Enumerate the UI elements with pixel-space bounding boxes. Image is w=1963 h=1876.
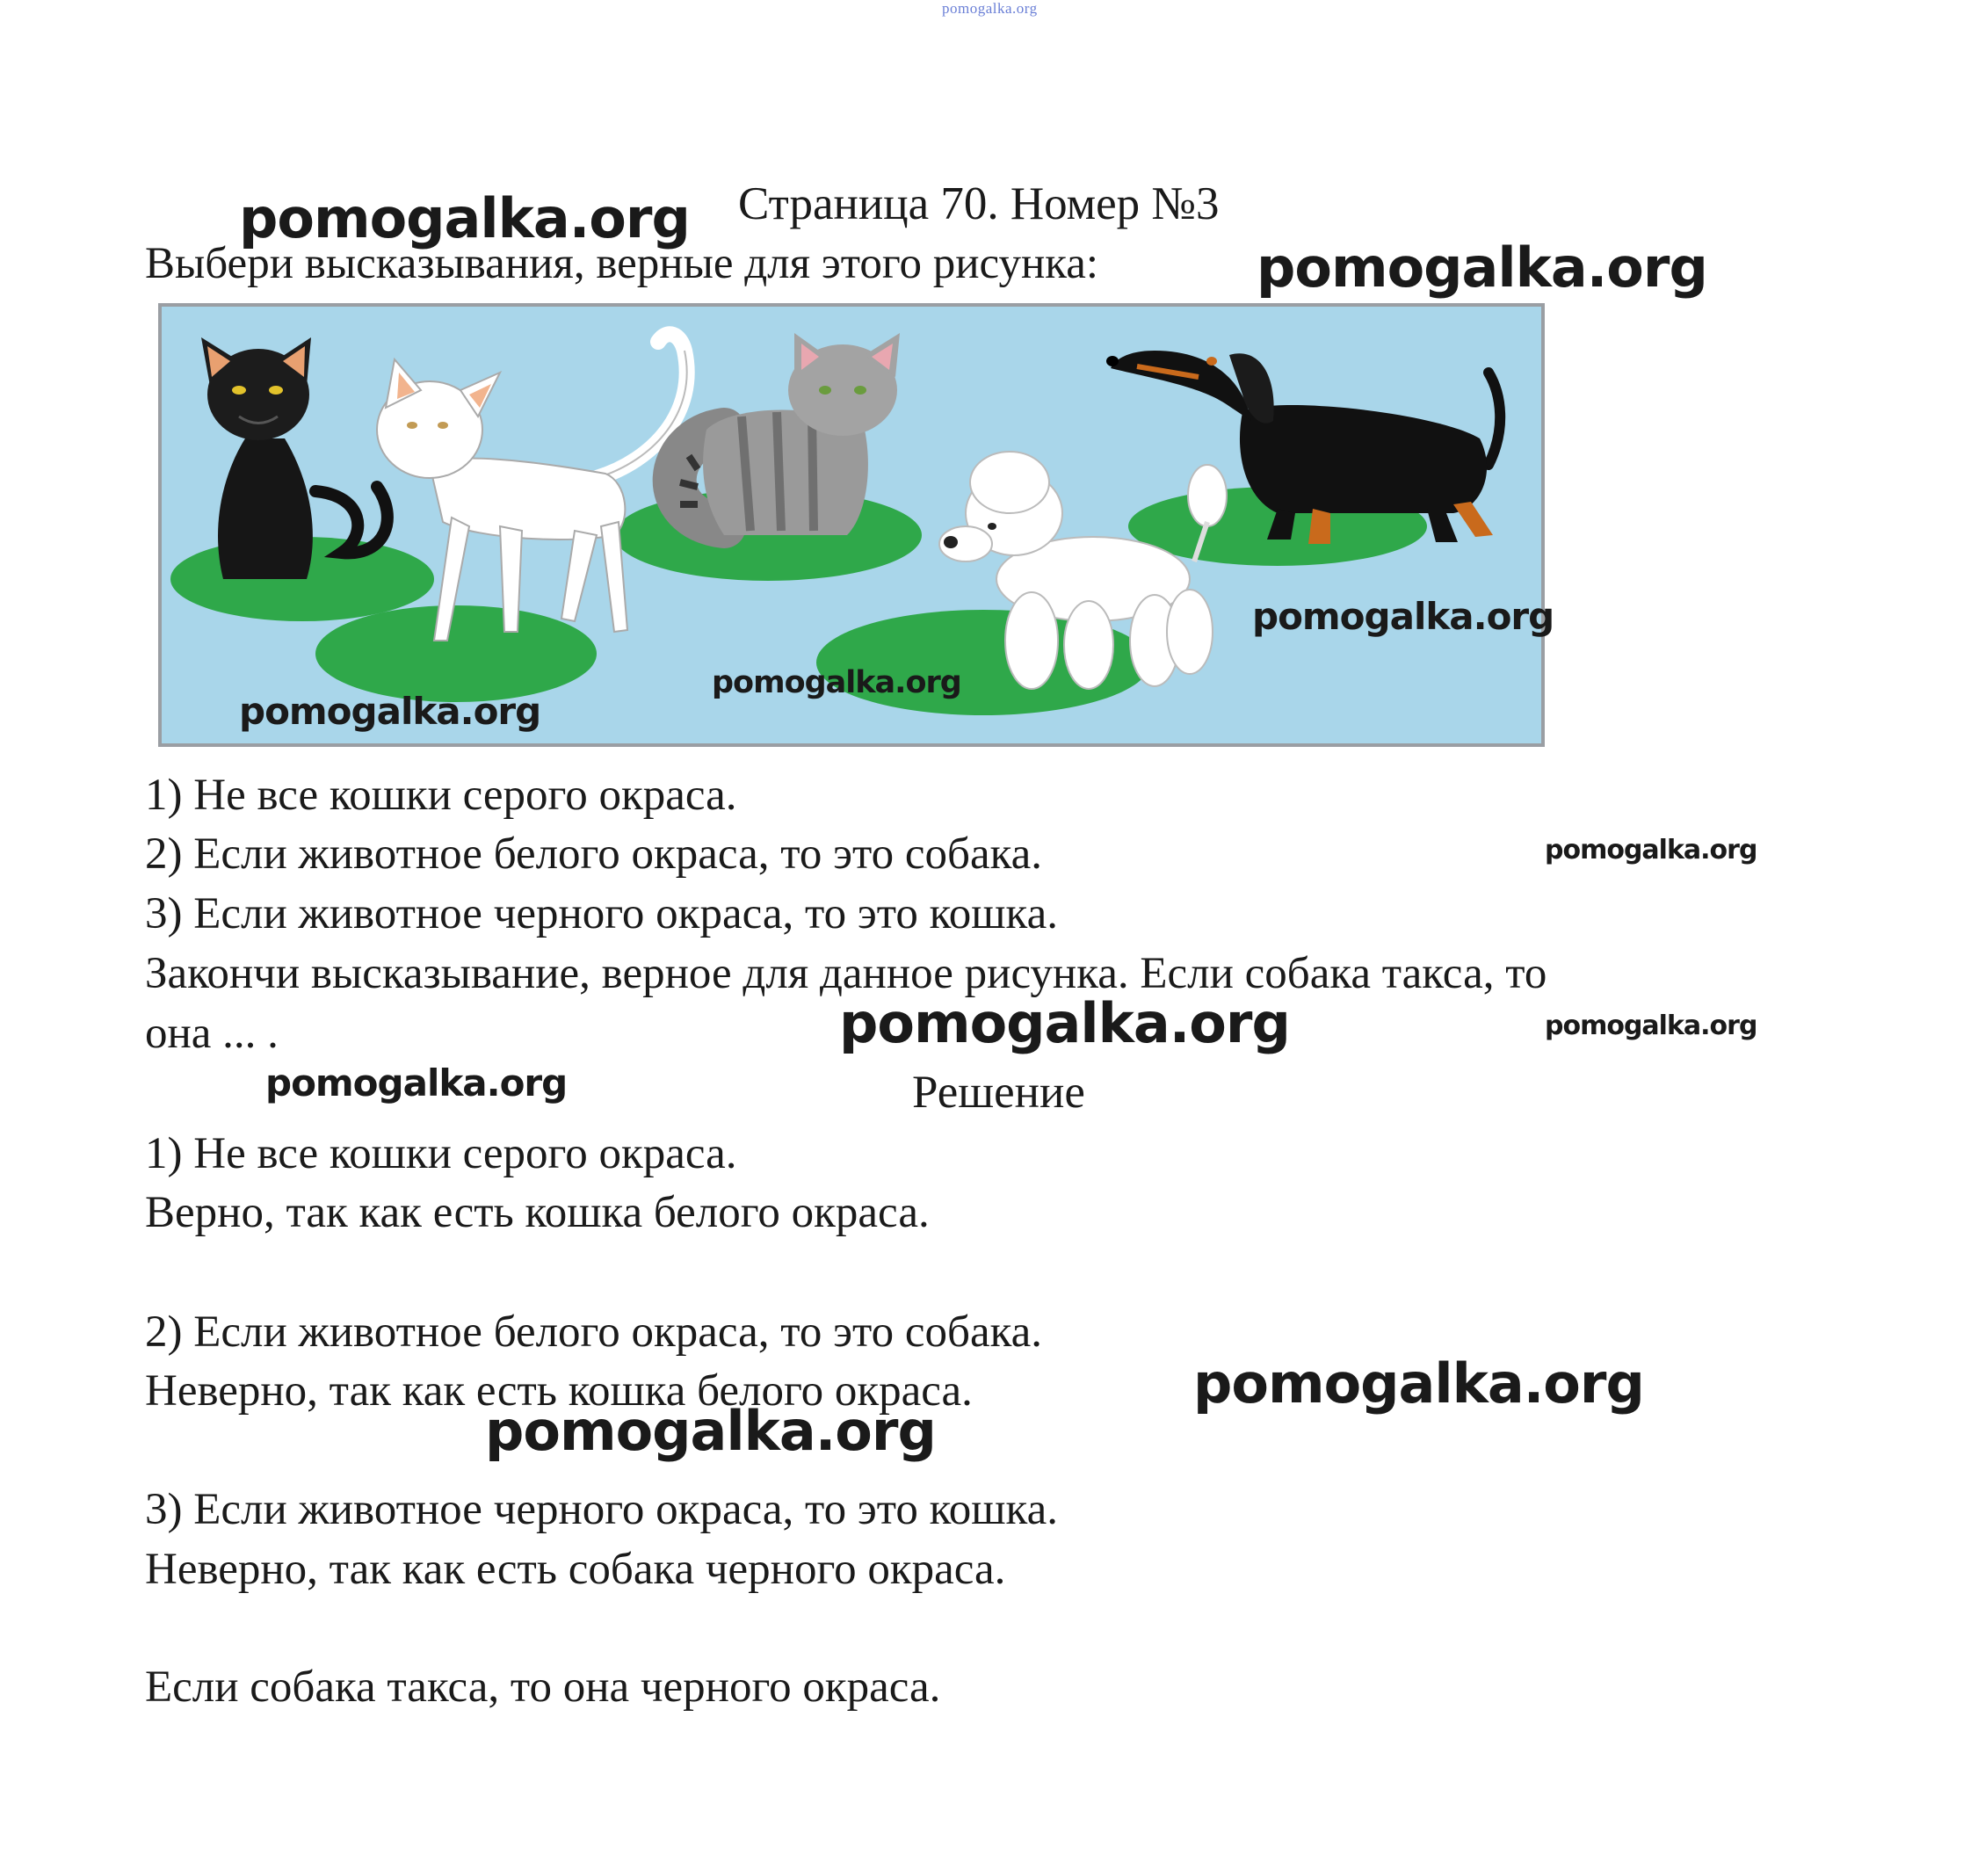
- solution-verdict-3: Неверно, так как есть собака черного окраса.: [145, 1545, 1006, 1594]
- page-title: Страница 70. Номер №3: [738, 178, 1220, 229]
- task-instruction: Выбери высказывания, верные для этого рисунка:: [145, 239, 1099, 288]
- solution-verdict-2: Неверно, так как есть кошка белого окраса.: [145, 1366, 973, 1416]
- solution-verdict-1: Верно, так как есть кошка белого окраса.: [145, 1188, 930, 1237]
- watermark: pomogalka.org: [239, 186, 690, 250]
- watermark: pomogalka.org: [1252, 595, 1554, 638]
- grass-patch: [315, 605, 597, 702]
- complete-task-line1: Закончи высказывание, верное для данное рисунка. Если собака такса, то: [145, 949, 1547, 998]
- solution-heading: Решение: [912, 1067, 1085, 1118]
- watermark: pomogalka.org: [839, 991, 1290, 1055]
- statement-2: 2) Если животное белого окраса, то это собака.: [145, 829, 1042, 879]
- watermark: pomogalka.org: [1545, 835, 1757, 866]
- complete-task-line2: она ... .: [145, 1009, 279, 1058]
- solution-statement-1: 1) Не все кошки серого окраса.: [145, 1129, 737, 1178]
- watermark: pomogalka.org: [1257, 235, 1707, 300]
- statement-3: 3) Если животное черного окраса, то это кошка.: [145, 889, 1058, 938]
- watermark: pomogalka.org: [239, 690, 541, 733]
- statement-1: 1) Не все кошки серого окраса.: [145, 771, 737, 820]
- watermark: pomogalka.org: [485, 1399, 936, 1463]
- header-watermark: pomogalka.org: [942, 0, 1038, 17]
- final-answer: Если собака такса, то она черного окраса.: [145, 1662, 941, 1712]
- watermark: pomogalka.org: [1545, 1010, 1757, 1041]
- watermark: pomogalka.org: [265, 1061, 568, 1105]
- solution-statement-3: 3) Если животное черного окраса, то это кошка.: [145, 1485, 1058, 1534]
- watermark: pomogalka.org: [712, 665, 961, 700]
- solution-statement-2: 2) Если животное белого окраса, то это собака.: [145, 1307, 1042, 1357]
- watermark: pomogalka.org: [1193, 1351, 1644, 1416]
